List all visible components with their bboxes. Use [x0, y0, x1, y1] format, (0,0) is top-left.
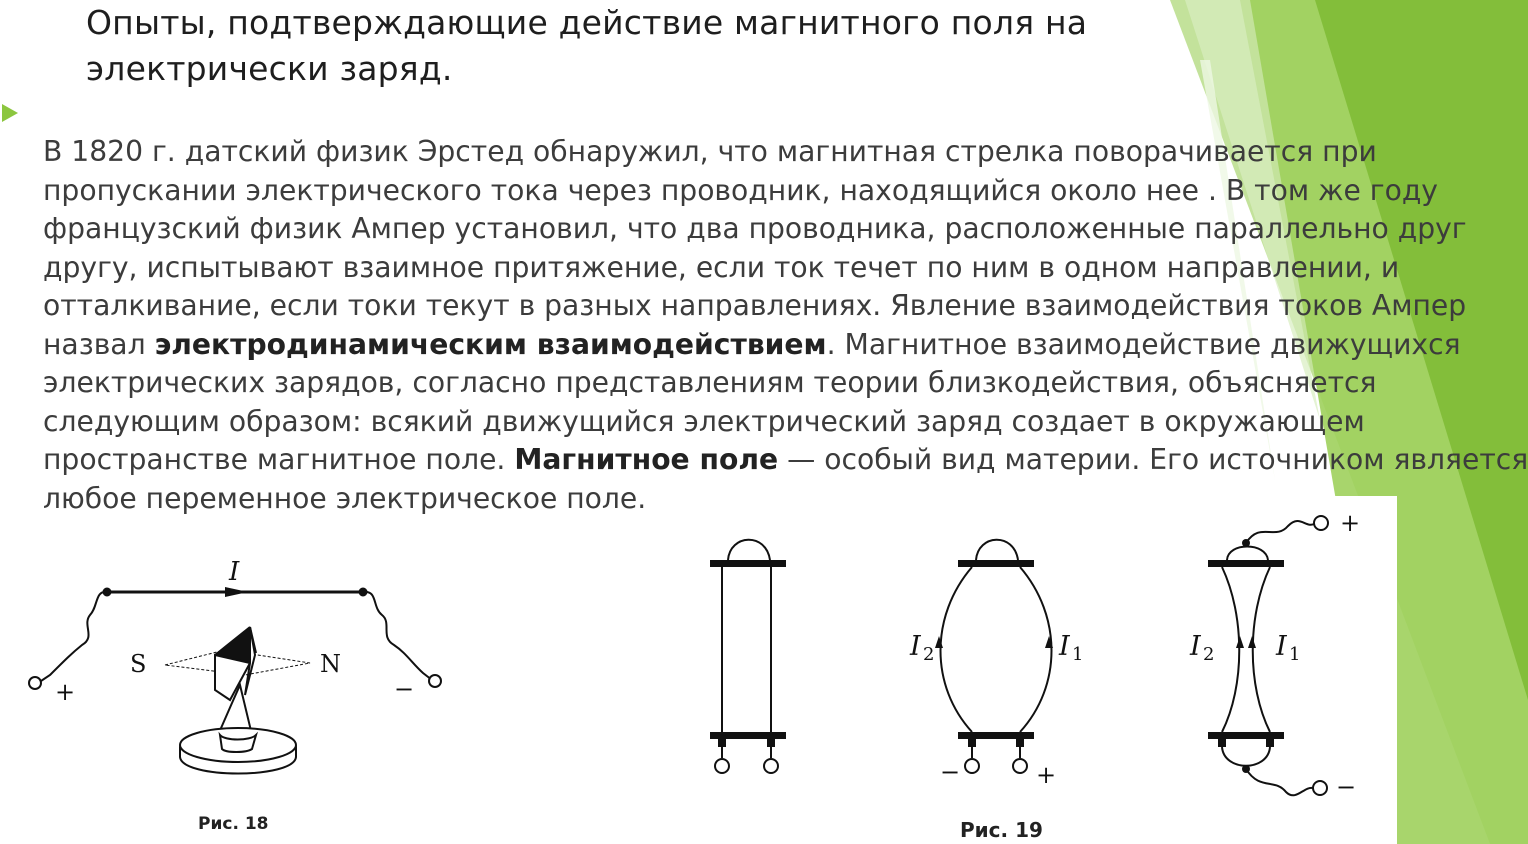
minus-terminal-b: − — [940, 758, 961, 786]
term-electrodynamic-interaction: электродинамическим взаимодействием — [154, 327, 827, 361]
body-line-3: французский физик Ампер установил, что два проводника, расположенные параллельно друг — [43, 212, 1467, 245]
figure-19-ampere-experiment — [690, 496, 1396, 844]
body-line-5: отталкивание, если токи текут в разных направлениях. Явление взаимодействия токов Ампер — [43, 289, 1467, 322]
figure-18-oersted-experiment — [20, 545, 460, 840]
body-line-6-post: . Магнитное взаимодействие движущихся — [826, 327, 1461, 361]
body-line-10: любое переменное электрическое поле. — [43, 481, 647, 515]
minus-terminal-c: − — [1336, 773, 1357, 801]
title-line-2: электрически заряд. — [86, 49, 453, 88]
body-line-1: В 1820 г. датский физик Эрстед обнаружил, что магнитная стрелка поворачивается при — [43, 135, 1377, 168]
body-line-4: другу, испытывают взаимное притяжение, если ток течет по ним в одном направлении, и — [43, 250, 1400, 284]
current-sub-1-c: 1 — [1289, 644, 1301, 665]
body-line-2: пропускании электрического тока через проводник, находящийся около нее . В том же году — [43, 173, 1438, 207]
current-sub-1-b: 1 — [1072, 644, 1084, 665]
current-label-I: I — [229, 557, 240, 587]
current-sub-2-b: 2 — [923, 644, 935, 665]
figure-18-caption: Рис. 18 — [198, 814, 269, 834]
current-label-I2-c: I — [1190, 631, 1201, 662]
minus-terminal-label: − — [394, 675, 415, 703]
north-pole-label: N — [320, 650, 341, 678]
plus-terminal-b: + — [1036, 761, 1057, 789]
current-label-I2-b: I — [910, 631, 921, 662]
body-line-9-pre: пространстве магнитное поле. — [43, 443, 515, 476]
current-label-I1-c: I — [1276, 631, 1287, 662]
body-line-6-pre: назвал — [43, 327, 155, 361]
south-pole-label: S — [130, 650, 147, 678]
term-magnetic-field: Магнитное поле — [514, 443, 779, 476]
plus-terminal-c: + — [1340, 509, 1361, 537]
triangle-bullet-icon — [2, 104, 18, 122]
body-line-9-post: — особый вид материи. Его источником является — [778, 443, 1528, 476]
current-sub-2-c: 2 — [1203, 644, 1215, 665]
slide-title — [86, 0, 1146, 92]
title-line-1: Опыты, подтверждающие действие магнитного поля на — [86, 3, 1088, 42]
body-line-8: следующим образом: всякий движущийся электрический заряд создает в окружающем — [43, 404, 1365, 438]
plus-terminal-label: + — [55, 678, 76, 706]
body-line-7: электрических зарядов, согласно представлениям теории близкодействия, объясняется — [43, 366, 1377, 399]
body-paragraph — [43, 133, 1528, 518]
current-label-I1-b: I — [1059, 631, 1070, 662]
figure-19-caption: Рис. 19 — [960, 818, 1043, 842]
